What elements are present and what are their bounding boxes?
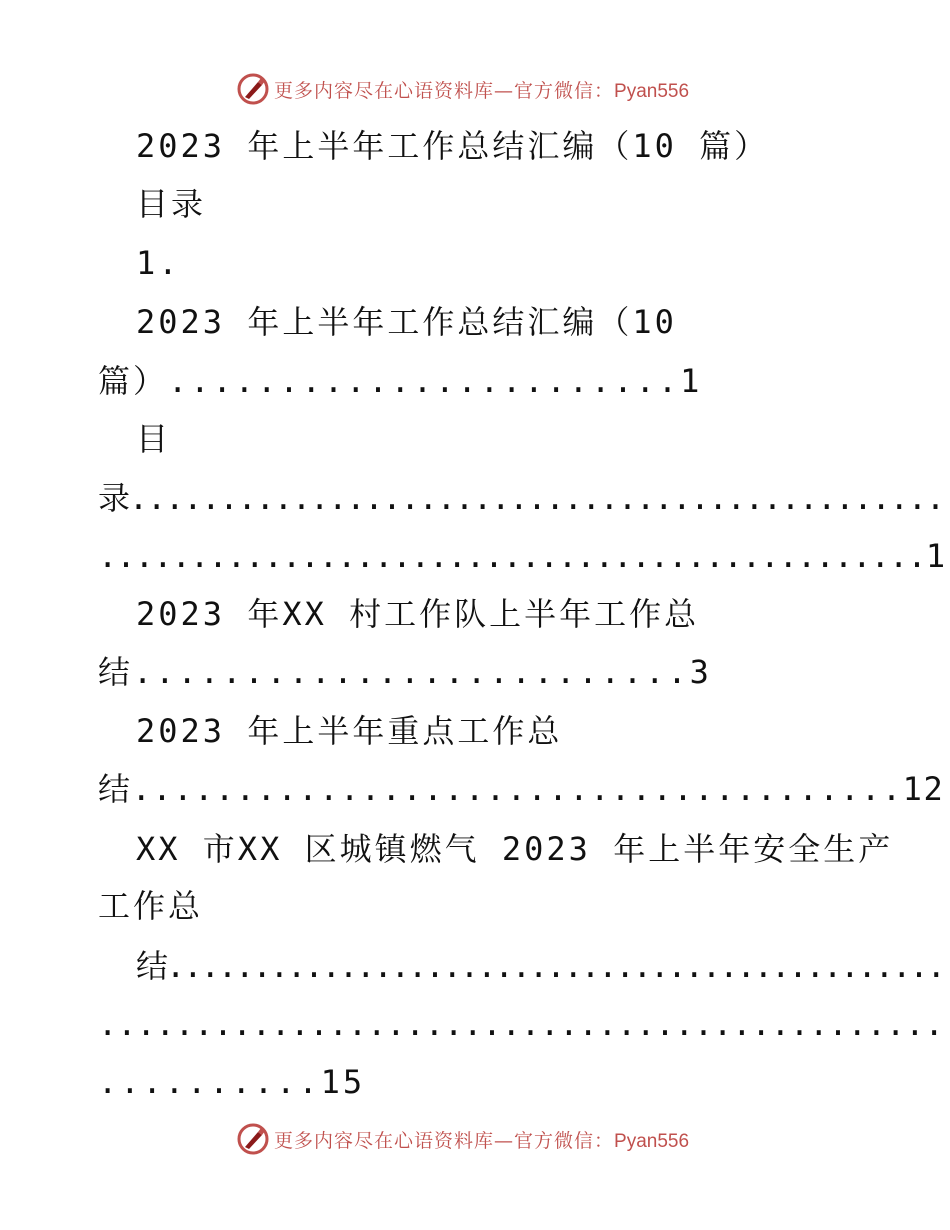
document-title: 2023 年上半年工作总结汇编（10 篇）: [136, 127, 770, 165]
footer-watermark: [0, 1120, 950, 1160]
toc-line: 2023 年上半年重点工作总: [136, 712, 563, 750]
toc-line: 篇）.......................1: [98, 362, 703, 400]
toc-line: .............................................1: [98, 537, 945, 575]
toc-line: XX 市XX 区城镇燃气 2023 年上半年安全生产: [136, 830, 894, 868]
toc-number: 1.: [136, 244, 181, 282]
toc-line: 2023 年上半年工作总结汇编（10: [136, 303, 677, 341]
watermark-text: 更多内容尽在心语资料库—官方微信：Pyan556: [274, 1129, 690, 1152]
toc-line: 结.........................3: [98, 653, 712, 691]
toc-line: 目: [136, 420, 172, 458]
header-watermark: [0, 70, 950, 110]
pen-logo-icon: [236, 72, 270, 106]
toc-line: 结.............................................: [136, 947, 944, 985]
toc-line: 工作总: [98, 887, 204, 925]
toc-line: ..........15: [98, 1063, 366, 1101]
watermark-text: 更多内容尽在心语资料库—官方微信：Pyan556: [274, 79, 690, 102]
toc-line: 2023 年XX 村工作队上半年工作总: [136, 595, 700, 633]
toc-line: 录.............................................: [98, 479, 944, 517]
pen-logo-icon: [236, 1122, 270, 1156]
toc-line: ............................................: [98, 1005, 944, 1043]
toc-line: 结.....................................12: [98, 770, 945, 808]
toc-heading: 目录: [136, 185, 207, 223]
